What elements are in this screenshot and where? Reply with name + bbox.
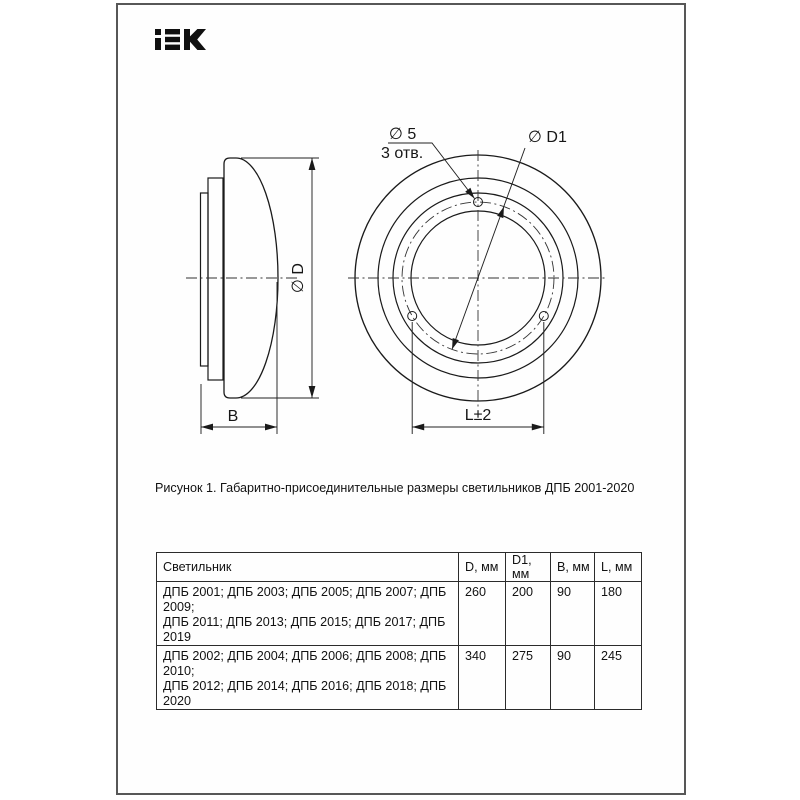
cell-l: 180: [595, 582, 642, 646]
arrowhead-up: [309, 158, 316, 170]
label-bolt-circle-diameter: ∅ D1: [528, 129, 567, 146]
arrowhead-lower: [452, 338, 459, 349]
arrowhead-down: [309, 386, 316, 398]
cell-d1: 275: [506, 646, 551, 710]
models-line: ДПБ 2001; ДПБ 2003; ДПБ 2005; ДПБ 2007; ДПБ 2009;: [163, 585, 447, 614]
column-header-b: B, мм: [551, 553, 595, 582]
side-view-base-plate: [208, 178, 223, 380]
label-hole-spacing: L±2: [464, 407, 492, 424]
label-hole-diameter: ∅ 5: [389, 126, 417, 143]
cell-models: [157, 646, 459, 710]
table-header-row: [157, 553, 642, 582]
label-overall-diameter: ∅ D: [290, 263, 307, 293]
mounting-hole-left: [408, 312, 417, 321]
label-depth: B: [227, 408, 239, 425]
dimension-depth: [201, 282, 277, 434]
column-header-models: Светильник: [157, 553, 459, 582]
cell-d1: 200: [506, 582, 551, 646]
side-view-mounting-step: [201, 193, 209, 366]
column-header-d1: D1, мм: [506, 553, 551, 582]
cell-d: 340: [459, 646, 506, 710]
table-row: [157, 646, 642, 710]
dimensions-table: [156, 552, 642, 710]
label-hole-count: 3 отв.: [381, 145, 424, 162]
cell-b: 90: [551, 582, 595, 646]
column-header-l: L, мм: [595, 553, 642, 582]
models-line: ДПБ 2012; ДПБ 2014; ДПБ 2016; ДПБ 2018; ДПБ 2020: [163, 679, 447, 708]
arrowhead-right: [265, 424, 277, 431]
models-line: ДПБ 2002; ДПБ 2004; ДПБ 2006; ДПБ 2008; ДПБ 2010;: [163, 649, 447, 678]
mounting-hole-right: [539, 312, 548, 321]
arrowhead-left: [412, 424, 424, 431]
figure-caption: Рисунок 1. Габаритно-присоединительные размеры светильников ДПБ 2001-2020: [155, 481, 635, 495]
cell-b: 90: [551, 646, 595, 710]
front-view: [348, 150, 608, 412]
models-line: ДПБ 2011; ДПБ 2013; ДПБ 2015; ДПБ 2017; ДПБ 2019: [163, 615, 446, 644]
cell-l: 245: [595, 646, 642, 710]
arrowhead-left: [201, 424, 213, 431]
side-view: [186, 158, 300, 398]
arrowhead-right: [532, 424, 544, 431]
cell-d: 260: [459, 582, 506, 646]
table-row: [157, 582, 642, 646]
cell-models: [157, 582, 459, 646]
arrowhead-upper: [497, 207, 504, 219]
column-header-d: D, мм: [459, 553, 506, 582]
